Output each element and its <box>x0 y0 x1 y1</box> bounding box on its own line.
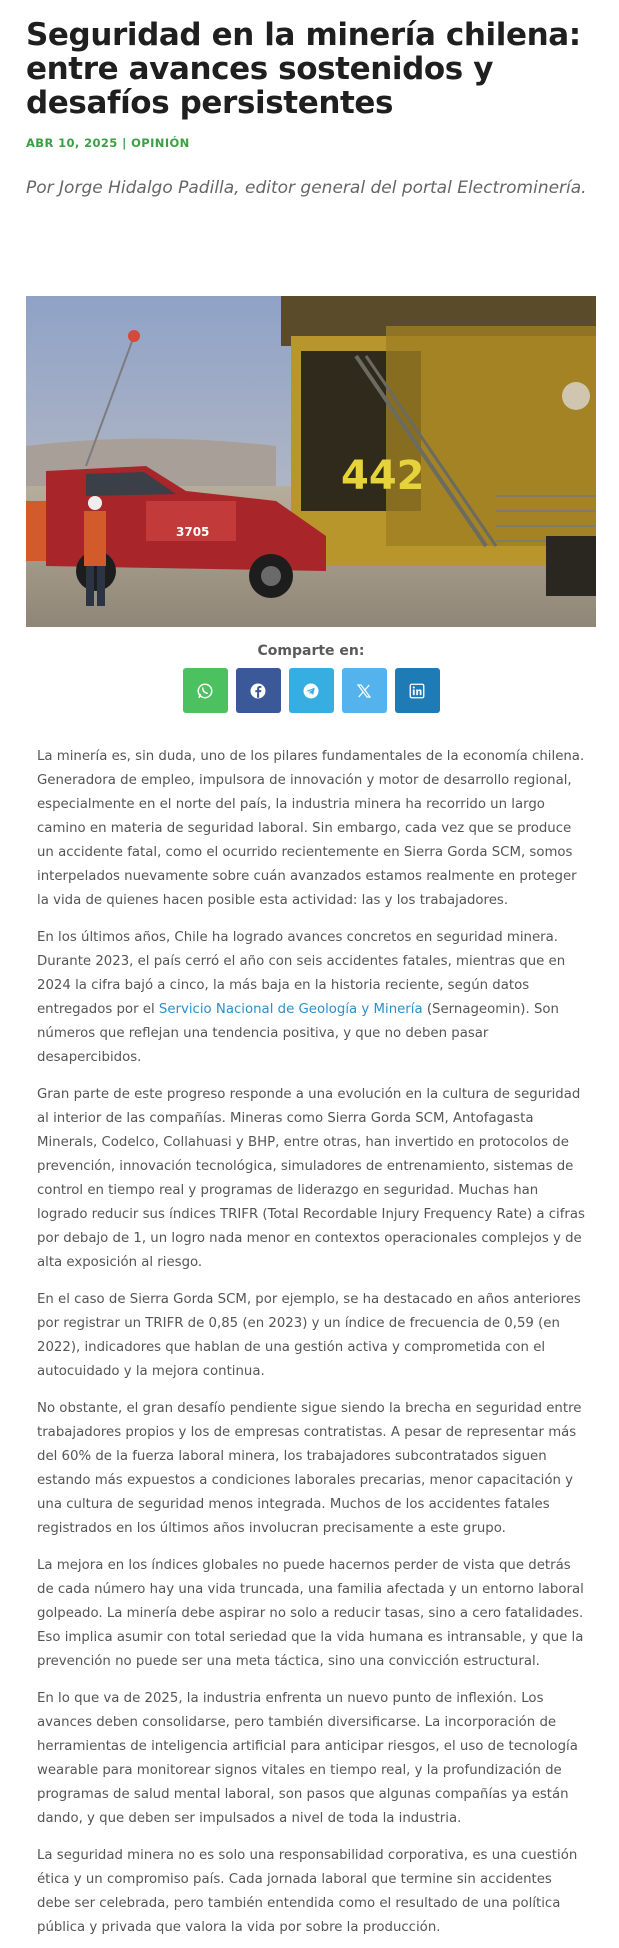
paragraph: No obstante, el gran desafío pendiente sigue siendo la brecha en seguridad entre trabajadores propios y los de empresas contratistas. A pesar de representar más del 60% de la fuerza laboral minera, los trabajadores subcontratados siguen estando más expuestos a condiciones laborales precarias, menor capacitación y una cultura de seguridad menos integrada. Muchos de los accidentes fatales registrados en los últimos años involucran precisamente a este grupo. <box>37 1401 582 1536</box>
sernageomin-link[interactable]: Servicio Nacional de Geología y Minería <box>158 1002 423 1017</box>
linkedin-icon <box>408 682 426 700</box>
article-byline: Por Jorge Hidalgo Padilla, editor general del portal Electrominería. <box>26 178 587 198</box>
paragraph: En lo que va de 2025, la industria enfrenta un nuevo punto de inflexión. Los avances deben consolidarse, pero también diversificarse. La incorporación de herramientas de inteligencia artificial para anticipar riesgos, el uso de tecnología wearable para monitorear signos vitales en tiempo real, y la profundización de programas de salud mental laboral, son pasos que algunas compañías ya están dando, y que deben ser impulsados a nivel de toda la industria. <box>37 1691 578 1826</box>
vehicle-number: 3705 <box>176 525 210 539</box>
article-title: Seguridad en la minería chilena: entre avances sostenidos y desafíos persistentes <box>26 17 581 121</box>
x-icon <box>355 682 373 700</box>
share-bar <box>26 643 596 713</box>
share-telegram-button[interactable] <box>289 668 334 713</box>
paragraph: La mejora en los índices globales no puede hacernos perder de vista que detrás de cada número hay una vida truncada, una familia afectada y un entorno laboral golpeado. La minería debe aspirar no solo a reducir tasas, sino a cero fatalidades. Eso implica asumir con total seriedad que la vida humana es intransable, y que la prevención no puede ser una meta táctica, sino una convicción estructural. <box>37 1558 584 1669</box>
whatsapp-icon <box>196 682 214 700</box>
facebook-icon <box>249 682 267 700</box>
paragraph-text: En los últimos años, Chile ha logrado avances concretos en seguridad minera. Durante 2023, el país cerró el año con seis accidentes fatales, mientras que en 2024 la cifra bajó a cinco, la más baja en la historia reciente, según datos entregados por el <box>37 930 566 1017</box>
article-header <box>26 18 596 200</box>
paragraph <box>37 926 589 1070</box>
share-buttons <box>26 668 596 713</box>
article-meta: ABR 10, 2025 | OPINIÓN <box>26 136 190 150</box>
share-x-button[interactable] <box>342 668 387 713</box>
paragraph: Gran parte de este progreso responde a una evolución en la cultura de seguridad al interior de las compañías. Mineras como Sierra Gorda SCM, Antofagasta Minerals, Codelco, Collahuasi y BHP, entre otras, han invertido en protocolos de prevención, innovación tecnológica, simuladores de entrenamiento, sistemas de control en tiempo real y programas de liderazgo en seguridad. Muchas han logrado reducir sus índices TRIFR (Total Recordable Injury Frequency Rate) a cifras por debajo de 1, un logro nada menor en contextos operacionales complejos y de alta exposición al riesgo. <box>37 1087 585 1270</box>
article-body <box>37 745 589 1948</box>
truck-number: 442 <box>341 453 425 499</box>
share-whatsapp-button[interactable] <box>183 668 228 713</box>
share-linkedin-button[interactable] <box>395 668 440 713</box>
share-facebook-button[interactable] <box>236 668 281 713</box>
mining-accident-photo <box>26 296 596 627</box>
paragraph: La minería es, sin duda, uno de los pilares fundamentales de la economía chilena. Generadora de empleo, impulsora de innovación y motor de desarrollo regional, especialmente en el norte del país, la industria minera ha recorrido un largo camino en materia de seguridad laboral. Sin embargo, cada vez que se produce un accidente fatal, como el ocurrido recientemente en Sierra Gorda SCM, somos interpelados nuevamente sobre cuán avanzados estamos realmente en proteger la vida de quienes hacen posible esta actividad: las y los trabajadores. <box>37 749 585 908</box>
hero-image <box>26 296 596 627</box>
paragraph-text: (Sernageomin). Son números que reflejan una tendencia positiva, y que no deben pasar desapercibidos. <box>37 1002 559 1065</box>
paragraph: La seguridad minera no es solo una responsabilidad corporativa, es una cuestión ética y un compromiso país. Cada jornada laboral que termine sin accidentes debe ser celebrada, pero también entendida como el resultado de una política pública y privada que valora la vida por sobre la producción. <box>37 1848 578 1935</box>
share-title: Comparte en: <box>257 643 365 659</box>
telegram-icon <box>302 682 320 700</box>
paragraph: En el caso de Sierra Gorda SCM, por ejemplo, se ha destacado en años anteriores por registrar un TRIFR de 0,85 (en 2023) y un índice de frecuencia de 0,59 (en 2022), indicadores que hablan de una gestión activa y comprometida con el autocuidado y la mejora continua. <box>37 1292 581 1379</box>
